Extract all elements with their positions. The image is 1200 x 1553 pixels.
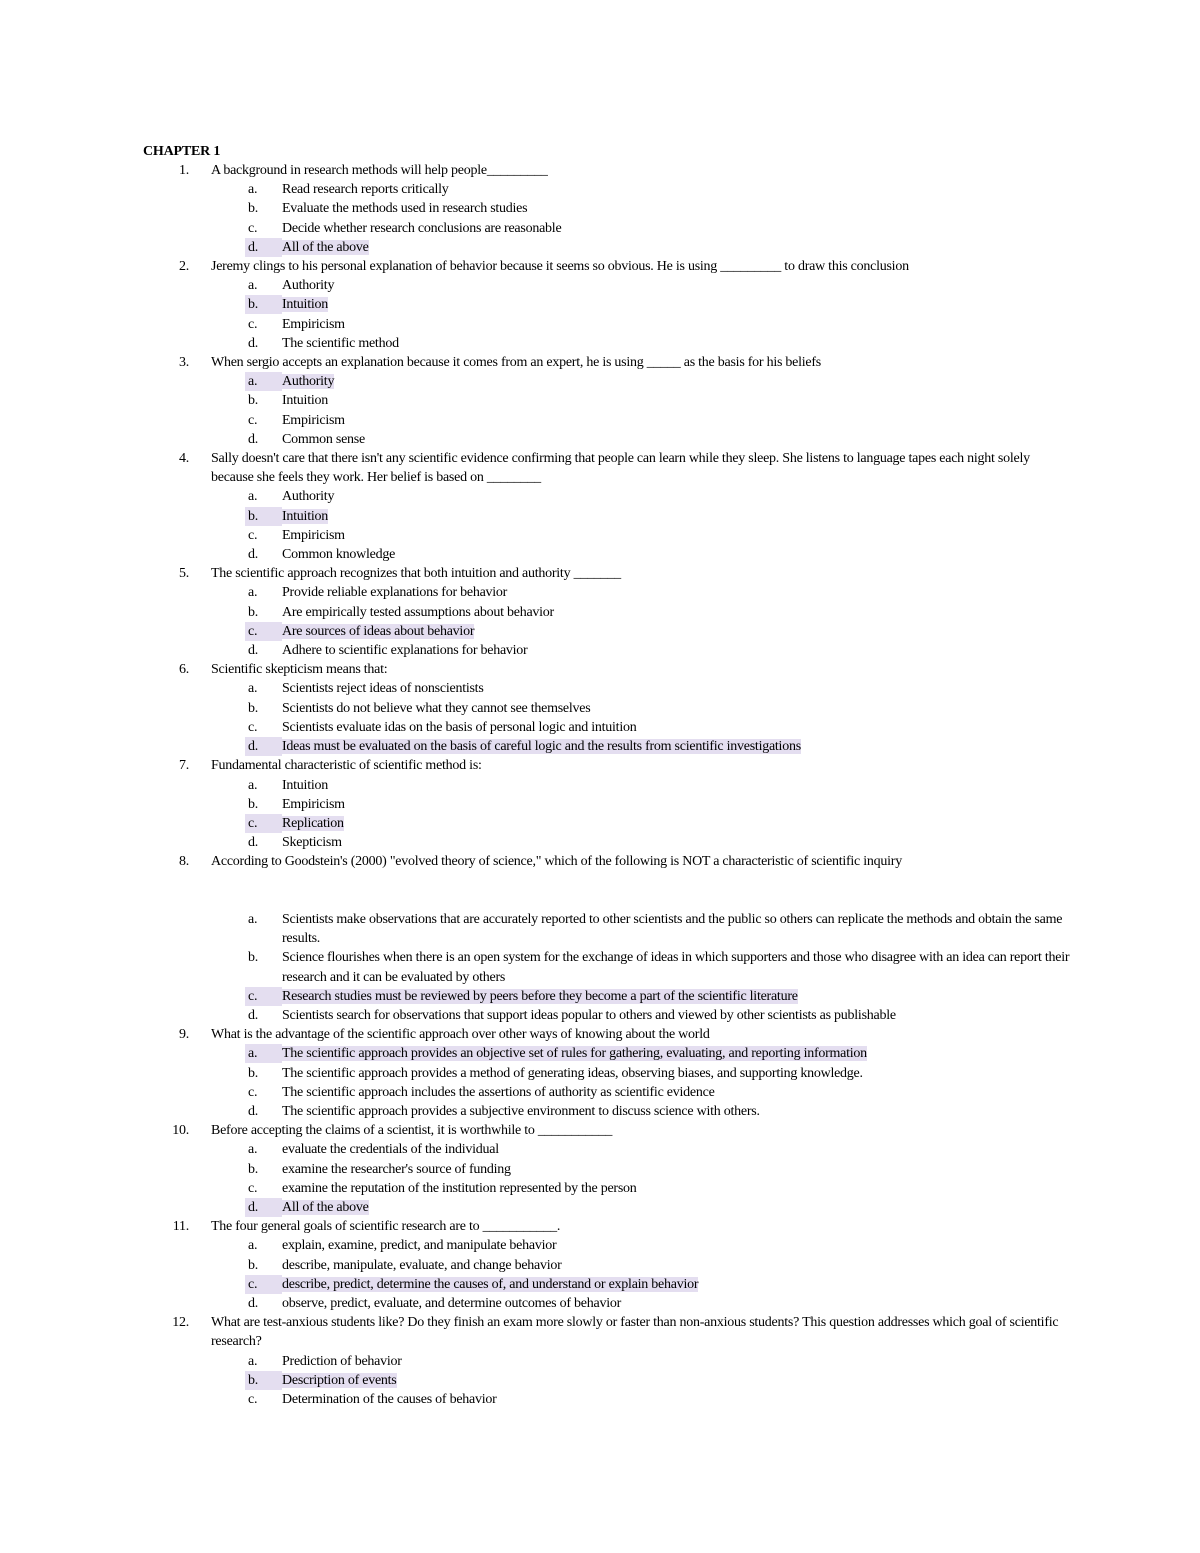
question-item xyxy=(0,564,1071,583)
option-letter: c. xyxy=(248,988,258,1004)
option-letter: d. xyxy=(248,239,258,255)
answer-option xyxy=(0,199,1072,218)
option-letter: a. xyxy=(248,1142,258,1158)
question-item xyxy=(0,161,1071,180)
answer-option xyxy=(0,718,1072,737)
question-text: Scientific skepticism means that: xyxy=(211,662,388,678)
question-number: 11. xyxy=(172,1219,189,1235)
option-text: Scientists do not believe what they cannot see themselves xyxy=(282,700,591,716)
correct-answer-text: Authority xyxy=(282,374,335,390)
option-letter: a. xyxy=(248,911,258,927)
answer-option xyxy=(0,1371,1072,1390)
correct-answer-text: Description of events xyxy=(282,1372,397,1388)
correct-answer-text: The scientific approach provides an objective set of rules for gathering, evaluating, and reporting information xyxy=(282,1046,867,1062)
question-number: 1. xyxy=(179,163,189,178)
answer-option xyxy=(0,507,1072,526)
question-item xyxy=(0,1313,1071,1351)
option-letter: c. xyxy=(248,1180,258,1196)
option-letter: a. xyxy=(248,585,258,601)
option-letter: c. xyxy=(248,815,258,831)
option-letter: b. xyxy=(248,393,258,409)
answer-option xyxy=(0,583,1072,602)
question-item xyxy=(0,1217,1071,1236)
question-number: 6. xyxy=(179,662,189,678)
question-number: 2. xyxy=(179,259,189,275)
option-letter: c. xyxy=(248,316,258,332)
answer-option xyxy=(0,545,1072,564)
chapter-title: CHAPTER 1 xyxy=(143,144,221,159)
option-text: Authority xyxy=(282,278,335,294)
option-text: Empiricism xyxy=(282,796,345,812)
option-text: Determination of the causes of behavior xyxy=(282,1391,497,1407)
answer-option xyxy=(0,430,1072,449)
option-text: Empiricism xyxy=(282,527,345,543)
question-number: 3. xyxy=(179,355,189,371)
option-text: Are empirically tested assumptions about behavior xyxy=(282,604,554,620)
option-letter: d. xyxy=(248,1199,258,1215)
option-letter: d. xyxy=(248,335,258,351)
question-text: A background in research methods will help people_________ xyxy=(211,163,548,178)
option-letter: a. xyxy=(248,681,258,697)
question-text: The scientific approach recognizes that both intuition and authority _______ xyxy=(211,566,621,582)
option-letter: b. xyxy=(248,950,258,966)
answer-option xyxy=(0,1140,1072,1159)
option-text: Skepticism xyxy=(282,835,342,851)
option-letter: a. xyxy=(248,374,258,390)
answer-option xyxy=(0,1064,1072,1083)
question-item xyxy=(0,756,1071,775)
answer-option xyxy=(0,910,1072,948)
answer-option xyxy=(0,833,1072,852)
answer-option xyxy=(0,1294,1072,1313)
question-list xyxy=(0,161,1200,1409)
option-text: Intuition xyxy=(282,777,328,793)
question-text: What is the advantage of the scientific approach over other ways of knowing about the world xyxy=(211,1027,710,1043)
option-letter: b. xyxy=(248,201,258,217)
answer-option xyxy=(0,180,1072,199)
option-letter: c. xyxy=(248,623,258,639)
option-text: describe, manipulate, evaluate, and change behavior xyxy=(282,1257,562,1273)
option-letter: b. xyxy=(248,1372,258,1388)
question-number: 9. xyxy=(179,1027,189,1043)
question-number: 10. xyxy=(172,1123,189,1139)
correct-answer-text: Ideas must be evaluated on the basis of careful logic and the results from scientific investigations xyxy=(282,739,801,755)
question-item xyxy=(0,1121,1071,1140)
answer-option xyxy=(0,372,1072,391)
answer-option xyxy=(0,948,1072,986)
question-text: Before accepting the claims of a scientist, it is worthwhile to ___________ xyxy=(211,1123,613,1139)
answer-option xyxy=(0,1352,1072,1371)
answer-option xyxy=(0,276,1072,295)
option-letter: d. xyxy=(248,1295,258,1311)
correct-answer-text: Replication xyxy=(282,815,344,831)
correct-answer-text: Are sources of ideas about behavior xyxy=(282,623,475,639)
option-letter: a. xyxy=(248,1238,258,1254)
option-letter: b. xyxy=(248,1257,258,1273)
option-letter: b. xyxy=(248,1161,258,1177)
question-number: 12. xyxy=(172,1315,189,1331)
option-text: Scientists search for observations that support ideas popular to others and viewed by other scientists as publishable xyxy=(282,1007,896,1023)
question-text: Fundamental characteristic of scientific method is: xyxy=(211,758,482,774)
option-letter: b. xyxy=(248,1065,258,1081)
answer-option xyxy=(0,315,1072,334)
answer-option xyxy=(0,1179,1072,1198)
option-letter: a. xyxy=(248,278,258,294)
correct-answer-text: Research studies must be reviewed by peers before they become a part of the scientific literature xyxy=(282,988,798,1004)
question-text: The four general goals of scientific research are to ___________. xyxy=(211,1219,561,1235)
question-text: Jeremy clings to his personal explanation of behavior because it seems so obvious. He is using _________ to draw this conclusion xyxy=(211,259,909,275)
option-text: Provide reliable explanations for behavior xyxy=(282,585,508,601)
answer-option xyxy=(0,1160,1072,1179)
question-text: Sally doesn't care that there isn't any scientific evidence confirming that people can learn while they sleep. She listens to language tapes each night solely because she feels they work. Her belief is based on ________ xyxy=(211,451,1030,486)
question-text: According to Goodstein's (2000) "evolved theory of science," which of the following is NOT a characteristic of scientific inquiry xyxy=(211,854,902,870)
option-text: Common sense xyxy=(282,431,365,447)
option-text: Adhere to scientific explanations for behavior xyxy=(282,643,528,659)
option-letter: d. xyxy=(248,431,258,447)
answer-option xyxy=(0,603,1072,622)
question-item xyxy=(0,353,1071,372)
option-letter: c. xyxy=(248,527,258,543)
option-text: Empiricism xyxy=(282,412,345,428)
answer-option xyxy=(0,526,1072,545)
option-letter: b. xyxy=(248,508,258,524)
option-text: Prediction of behavior xyxy=(282,1353,402,1369)
option-text: The scientific approach provides a subjective environment to discuss science with others. xyxy=(282,1103,760,1119)
question-number: 4. xyxy=(179,451,189,467)
option-text: Authority xyxy=(282,489,335,505)
option-letter: c. xyxy=(248,1391,258,1407)
question-text: What are test-anxious students like? Do they finish an exam more slowly or faster than non-anxious students? This question addresses which goal of scientific research? xyxy=(211,1315,1059,1350)
question-item xyxy=(0,1025,1071,1044)
correct-answer-text: Intuition xyxy=(282,508,328,524)
answer-option xyxy=(0,1236,1072,1255)
option-letter: a. xyxy=(248,777,258,793)
answer-option xyxy=(0,238,1072,257)
option-letter: b. xyxy=(248,796,258,812)
option-letter: d. xyxy=(248,1007,258,1023)
option-text: Scientists reject ideas of nonscientists xyxy=(282,681,484,697)
answer-option xyxy=(0,1102,1072,1121)
answer-option xyxy=(0,411,1072,430)
answer-option xyxy=(0,1198,1072,1217)
option-letter: c. xyxy=(248,412,258,428)
answer-option xyxy=(0,699,1072,718)
option-text: Empiricism xyxy=(282,316,345,332)
option-letter: c. xyxy=(248,1276,258,1292)
answer-option xyxy=(0,679,1072,698)
answer-option xyxy=(0,795,1072,814)
option-text: Decide whether research conclusions are reasonable xyxy=(282,220,562,236)
option-text: Common knowledge xyxy=(282,547,396,563)
option-text: Scientists make observations that are accurately reported to other scientists and the public so others can replicate the methods and obtain the same results. xyxy=(282,911,1063,947)
question-number: 7. xyxy=(179,758,189,774)
correct-answer-text: All of the above xyxy=(282,1199,369,1215)
option-letter: b. xyxy=(248,297,258,313)
answer-option xyxy=(0,737,1072,756)
option-text: examine the researcher's source of funding xyxy=(282,1161,511,1177)
correct-answer-text: describe, predict, determine the causes of, and understand or explain behavior xyxy=(282,1276,699,1292)
correct-answer-text: Intuition xyxy=(282,297,328,313)
question-item xyxy=(0,852,1071,871)
question-number: 8. xyxy=(179,854,189,870)
option-text: The scientific approach includes the assertions of authority as scientific evidence xyxy=(282,1084,715,1100)
option-text: explain, examine, predict, and manipulate behavior xyxy=(282,1238,557,1254)
question-item xyxy=(0,257,1071,276)
question-item xyxy=(0,660,1071,679)
correct-answer-text: All of the above xyxy=(282,239,369,255)
option-text: evaluate the credentials of the individual xyxy=(282,1142,499,1158)
option-letter: a. xyxy=(248,1353,258,1369)
option-text: examine the reputation of the institution represented by the person xyxy=(282,1180,637,1196)
question-text: When sergio accepts an explanation because it comes from an expert, he is using _____ as the basis for his beliefs xyxy=(211,355,821,371)
option-text: observe, predict, evaluate, and determine outcomes of behavior xyxy=(282,1295,622,1311)
option-text: Evaluate the methods used in research studies xyxy=(282,201,528,217)
question-number: 5. xyxy=(179,566,189,582)
option-text: The scientific approach provides a method of generating ideas, observing biases, and supporting knowledge. xyxy=(282,1065,863,1081)
option-letter: c. xyxy=(248,719,258,735)
answer-option xyxy=(0,1006,1072,1025)
option-letter: c. xyxy=(248,220,258,236)
question-item xyxy=(0,449,1071,487)
answer-option xyxy=(0,1044,1072,1063)
answer-option xyxy=(0,987,1072,1006)
spacer xyxy=(0,872,1200,910)
option-text: Scientists evaluate idas on the basis of personal logic and intuition xyxy=(282,719,637,735)
option-letter: b. xyxy=(248,604,258,620)
option-letter: d. xyxy=(248,739,258,755)
option-letter: a. xyxy=(248,1046,258,1062)
option-text: Read research reports critically xyxy=(282,182,449,198)
answer-option xyxy=(0,295,1072,314)
answer-option xyxy=(0,1390,1072,1409)
option-letter: d. xyxy=(248,1103,258,1119)
option-text: Science flourishes when there is an open system for the exchange of ideas in which supporters and those who disagree with an idea can report their research and it can be evaluated by others xyxy=(282,950,1070,985)
option-letter: d. xyxy=(248,547,258,563)
option-letter: d. xyxy=(248,643,258,659)
answer-option xyxy=(0,391,1072,410)
answer-option xyxy=(0,487,1072,506)
answer-option xyxy=(0,1275,1072,1294)
answer-option xyxy=(0,1256,1072,1275)
option-letter: b. xyxy=(248,700,258,716)
option-letter: a. xyxy=(248,489,258,505)
answer-option xyxy=(0,622,1072,641)
answer-option xyxy=(0,334,1072,353)
answer-option xyxy=(0,1083,1072,1102)
answer-option xyxy=(0,641,1072,660)
option-letter: d. xyxy=(248,835,258,851)
option-text: Intuition xyxy=(282,393,328,409)
option-letter: c. xyxy=(248,1084,258,1100)
answer-option xyxy=(0,814,1072,833)
answer-option xyxy=(0,776,1072,795)
option-text: The scientific method xyxy=(282,335,399,351)
option-letter: a. xyxy=(248,182,258,198)
answer-option xyxy=(0,219,1072,238)
